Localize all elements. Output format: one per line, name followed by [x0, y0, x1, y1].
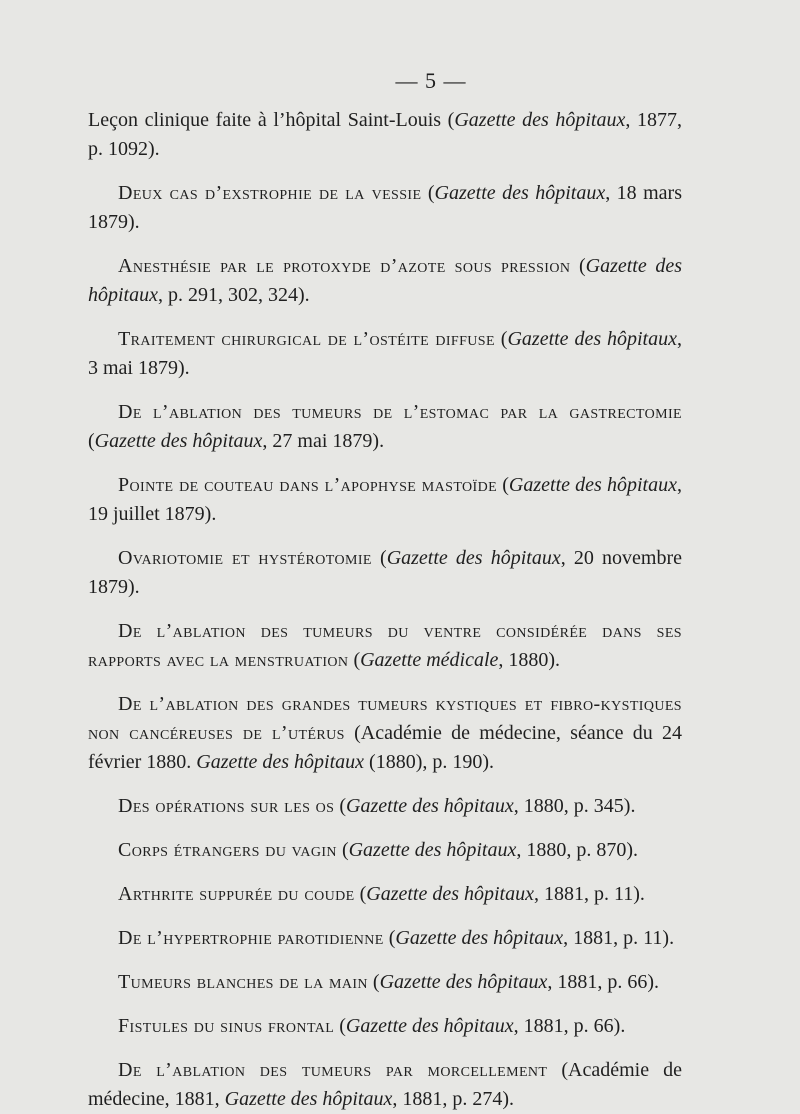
- entry-reference: [355, 883, 645, 905]
- entry-reference: [88, 430, 384, 452]
- reference-suffix: , 1881, p. 66).: [513, 1015, 626, 1037]
- reference-suffix: , 1881, p. 11).: [534, 883, 645, 905]
- reference-prefix: (: [371, 547, 387, 569]
- journal-name: Gazette des hôpitaux: [379, 971, 548, 993]
- journal-name: Gazette des hôpitaux: [345, 1015, 514, 1037]
- reference-suffix: , 1880, p. 345).: [513, 795, 636, 817]
- reference-prefix: (: [367, 971, 380, 993]
- entry-title: Arthrite suppurée du coude: [118, 883, 355, 905]
- entry-title: Ovariotomie et hystérotomie: [118, 547, 372, 569]
- bibliography-entry: [88, 1012, 682, 1041]
- entry-reference: [88, 109, 682, 160]
- journal-name: Gazette des hôpitaux: [454, 109, 626, 131]
- bibliography-entry: [88, 792, 682, 821]
- reference-suffix: , 18 mars 1879).: [88, 182, 682, 233]
- bibliography-entry: [88, 880, 682, 909]
- bibliography-entry: [88, 924, 682, 953]
- journal-name: Gazette des hôpitaux: [386, 547, 561, 569]
- journal-name: Gazette des hôpitaux: [508, 474, 677, 496]
- entry-reference: [334, 795, 635, 817]
- journal-name: Gazette des hôpitaux: [346, 795, 514, 817]
- reference-prefix: (: [497, 474, 509, 496]
- reference-prefix: (: [348, 649, 361, 671]
- bibliography-entry: [88, 471, 682, 529]
- bibliography-entry: [88, 252, 682, 310]
- journal-name: Gazette des hôpitaux: [88, 255, 682, 306]
- reference-suffix: (1880), p. 190).: [364, 751, 495, 773]
- entry-reference: [368, 971, 659, 993]
- bibliography-entry: [88, 690, 682, 777]
- reference-suffix: , 1877, p. 1092).: [88, 109, 683, 160]
- entry-reference: [337, 839, 638, 861]
- reference-suffix: , 1881, p. 274).: [392, 1088, 515, 1110]
- reference-suffix: , 1881, p. 11).: [563, 927, 675, 949]
- journal-name: Gazette des hôpitaux: [366, 883, 534, 905]
- reference-prefix: (: [421, 182, 435, 204]
- entry-reference: [384, 927, 674, 949]
- journal-name: Gazette des hôpitaux: [224, 1088, 393, 1110]
- reference-prefix: (: [570, 255, 586, 277]
- entry-title: De l’ablation des tumeurs du ventre considérée dans ses rapports avec la menstruation: [88, 620, 682, 671]
- reference-prefix: (: [88, 430, 95, 452]
- bibliography-entry: [88, 325, 682, 383]
- bibliography-entry: [88, 179, 682, 237]
- journal-name: Gazette des hôpitaux: [434, 182, 606, 204]
- entry-reference: [334, 1015, 625, 1037]
- reference-suffix: , 27 mai 1879).: [262, 430, 385, 452]
- entry-title: Anesthésie par le protoxyde d’azote sous pression: [118, 255, 571, 277]
- entry-title: De l’hypertrophie parotidienne: [118, 927, 384, 949]
- reference-suffix: , 1881, p. 66).: [547, 971, 660, 993]
- reference-prefix: (Académie de médecine, séance du 24 février 1880.: [88, 722, 682, 773]
- bibliography-entry: [88, 617, 682, 675]
- reference-suffix: , 3 mai 1879).: [88, 328, 682, 379]
- bibliography-entry: [88, 968, 682, 997]
- reference-prefix: (: [383, 927, 396, 949]
- entry-title: Corps étrangers du vagin: [118, 839, 337, 861]
- entry-title: Tumeurs blanches de la main: [118, 971, 368, 993]
- entry-title: De l’ablation des tumeurs par morcellement: [118, 1059, 548, 1081]
- bibliography-entry: [88, 106, 682, 164]
- entry-reference: [348, 649, 560, 671]
- bibliography-list: [88, 106, 682, 1114]
- reference-prefix: Leçon clinique faite à l’hôpital Saint-Louis (: [88, 109, 455, 131]
- entry-title: Traitement chirurgical de l’ostéite diffuse: [118, 328, 495, 350]
- entry-title: De l’ablation des tumeurs de l’estomac par la gastrectomie: [118, 401, 682, 423]
- reference-suffix: , 1880, p. 870).: [516, 839, 639, 861]
- journal-name: Gazette des hôpitaux: [348, 839, 517, 861]
- entry-title: Fistules du sinus frontal: [118, 1015, 335, 1037]
- entry-title: Pointe de couteau dans l’apophyse mastoïde: [118, 474, 498, 496]
- reference-suffix: , 1880).: [498, 649, 561, 671]
- journal-name: Gazette médicale: [360, 649, 499, 671]
- reference-prefix: (Académie de médecine, 1881,: [88, 1059, 682, 1110]
- journal-name: Gazette des hôpitaux: [196, 751, 365, 773]
- bibliography-entry: [88, 398, 682, 456]
- reference-suffix: , p. 291, 302, 324).: [158, 284, 310, 306]
- journal-name: Gazette des hôpitaux: [507, 328, 677, 350]
- journal-name: Gazette des hôpitaux: [94, 430, 263, 452]
- bibliography-entry: [88, 836, 682, 865]
- reference-suffix: , 20 novembre 1879).: [88, 547, 682, 598]
- bibliography-entry: [88, 544, 682, 602]
- bibliography-entry: [88, 1056, 682, 1114]
- reference-prefix: (: [336, 839, 349, 861]
- entry-title: Deux cas d’exstrophie de la vessie: [118, 182, 422, 204]
- entry-title: Des opérations sur les os: [118, 795, 335, 817]
- reference-prefix: (: [334, 795, 347, 817]
- reference-suffix: , 19 juillet 1879).: [88, 474, 682, 525]
- reference-prefix: (: [334, 1015, 346, 1037]
- journal-name: Gazette des hôpitaux: [395, 927, 564, 949]
- reference-prefix: (: [354, 883, 367, 905]
- page-number: — 5 —: [395, 68, 467, 93]
- reference-prefix: (: [494, 328, 508, 350]
- entry-title: De l’ablation des grandes tumeurs kystiques et fibro-kystiques non cancéreuses de l’utérus: [88, 693, 682, 744]
